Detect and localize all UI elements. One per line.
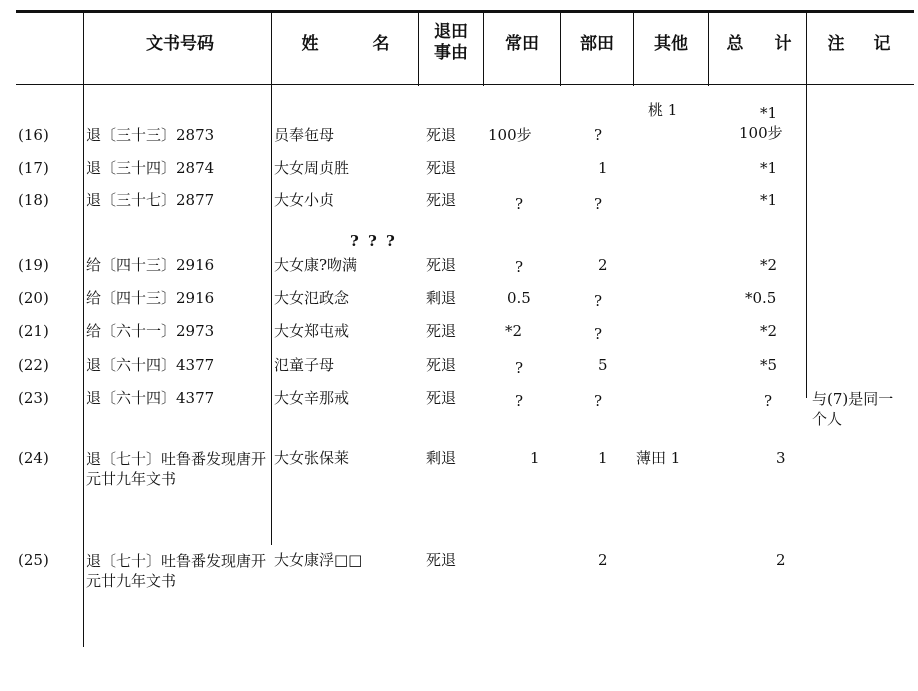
header-other: 其他 (654, 34, 688, 54)
header-butian: 部田 (580, 34, 614, 54)
person-name: 大女张保莱 (274, 449, 350, 467)
uncertain-chars-marker: ? ? ? (350, 232, 397, 250)
row-number: (16) (18, 126, 49, 144)
return-reason: 死退 (426, 159, 457, 177)
note-text: 与(7)是同一个人 (812, 390, 894, 428)
row-number: (19) (18, 256, 49, 274)
butian-value: ? (594, 126, 603, 144)
total-value: *5 (760, 356, 778, 374)
butian-value: 2 (598, 256, 608, 274)
row-number: (21) (18, 322, 49, 340)
other-value: 桃 1 (648, 101, 678, 119)
header-total-char2: 计 (774, 34, 792, 54)
person-name: 大女辛那戒 (274, 389, 350, 407)
header-note-char2: 记 (873, 34, 891, 54)
header-total-char1: 总 (726, 34, 744, 54)
doc-number: 退〔六十四〕4377 (86, 389, 215, 407)
row-number: (24) (18, 449, 49, 467)
changtian-value: 0.5 (507, 289, 531, 307)
person-name: 大女康浮□□ (274, 551, 363, 569)
header-reason-line2: 事由 (434, 43, 468, 63)
changtian-value: ? (515, 195, 524, 213)
col-divider (418, 10, 419, 86)
col-divider (633, 10, 634, 86)
header-name-char2: 名 (372, 34, 390, 54)
total-value: *1 (760, 191, 778, 209)
person-name: 大女郑屯戒 (274, 322, 350, 340)
changtian-value: 100步 (488, 126, 532, 144)
row-number: (22) (18, 356, 49, 374)
total-value-line2: 100步 (739, 124, 783, 142)
butian-value: ? (594, 392, 603, 410)
header-reason-line1: 退田 (434, 22, 468, 42)
return-reason: 死退 (426, 356, 457, 374)
doc-number: 退〔七十〕吐鲁番发现唐开元廿九年文书 (86, 552, 267, 590)
header-note-char1: 注 (827, 34, 845, 54)
changtian-value: ? (515, 258, 524, 276)
header-changtian: 常田 (505, 34, 539, 54)
butian-value: ? (594, 292, 603, 310)
doc-number: 退〔三十七〕2877 (86, 191, 215, 209)
row-number: (17) (18, 159, 49, 177)
header-name-char1: 姓 (301, 34, 319, 54)
return-reason: 死退 (426, 126, 457, 144)
person-name: 氾童子母 (274, 356, 335, 374)
col-divider (708, 10, 709, 86)
butian-value: 1 (598, 449, 608, 467)
row-number: (20) (18, 289, 49, 307)
person-name: 员奉㐌母 (274, 126, 335, 144)
doc-number: 退〔六十四〕4377 (86, 356, 215, 374)
table-top-rule (16, 10, 914, 13)
changtian-value: ? (515, 392, 524, 410)
col-divider (806, 10, 807, 398)
return-reason: 剩退 (426, 449, 457, 467)
return-reason: 剩退 (426, 289, 457, 307)
butian-value: ? (594, 325, 603, 343)
doc-number: 退〔三十三〕2873 (86, 126, 215, 144)
changtian-value: 1 (530, 449, 540, 467)
person-name: 大女氾政念 (274, 289, 350, 307)
row-number: (25) (18, 551, 49, 569)
doc-number: 退〔七十〕吐鲁番发现唐开元廿九年文书 (86, 450, 267, 488)
total-value: *2 (760, 256, 778, 274)
total-value: *0.5 (745, 289, 777, 307)
changtian-value: *2 (505, 322, 523, 340)
header-bottom-rule (16, 84, 914, 85)
person-name: 大女周贞胜 (274, 159, 350, 177)
col-divider (560, 10, 561, 86)
total-value: *1 (760, 159, 778, 177)
col-divider (271, 10, 272, 545)
row-number: (18) (18, 191, 49, 209)
butian-value: 1 (598, 159, 608, 177)
return-reason: 死退 (426, 389, 457, 407)
doc-number: 给〔四十三〕2916 (86, 289, 215, 307)
total-value: *1 (760, 104, 778, 122)
doc-number: 给〔四十三〕2916 (86, 256, 215, 274)
total-value: 3 (776, 449, 786, 467)
total-value: ? (764, 392, 773, 410)
col-divider (83, 10, 84, 647)
return-reason: 死退 (426, 191, 457, 209)
row-number: (23) (18, 389, 49, 407)
total-value: 2 (776, 551, 786, 569)
col-divider (483, 10, 484, 86)
butian-value: 5 (598, 356, 608, 374)
doc-number: 给〔六十一〕2973 (86, 322, 215, 340)
changtian-value: ? (515, 359, 524, 377)
doc-number: 退〔三十四〕2874 (86, 159, 215, 177)
return-reason: 死退 (426, 256, 457, 274)
butian-value: 2 (598, 551, 608, 569)
return-reason: 死退 (426, 551, 457, 569)
person-name: 大女康?吻满 (274, 256, 358, 274)
butian-value: ? (594, 195, 603, 213)
return-reason: 死退 (426, 322, 457, 340)
total-value: *2 (760, 322, 778, 340)
person-name: 大女小贞 (274, 191, 335, 209)
header-doc-no: 文书号码 (146, 34, 214, 54)
other-value: 薄田 1 (636, 449, 681, 467)
